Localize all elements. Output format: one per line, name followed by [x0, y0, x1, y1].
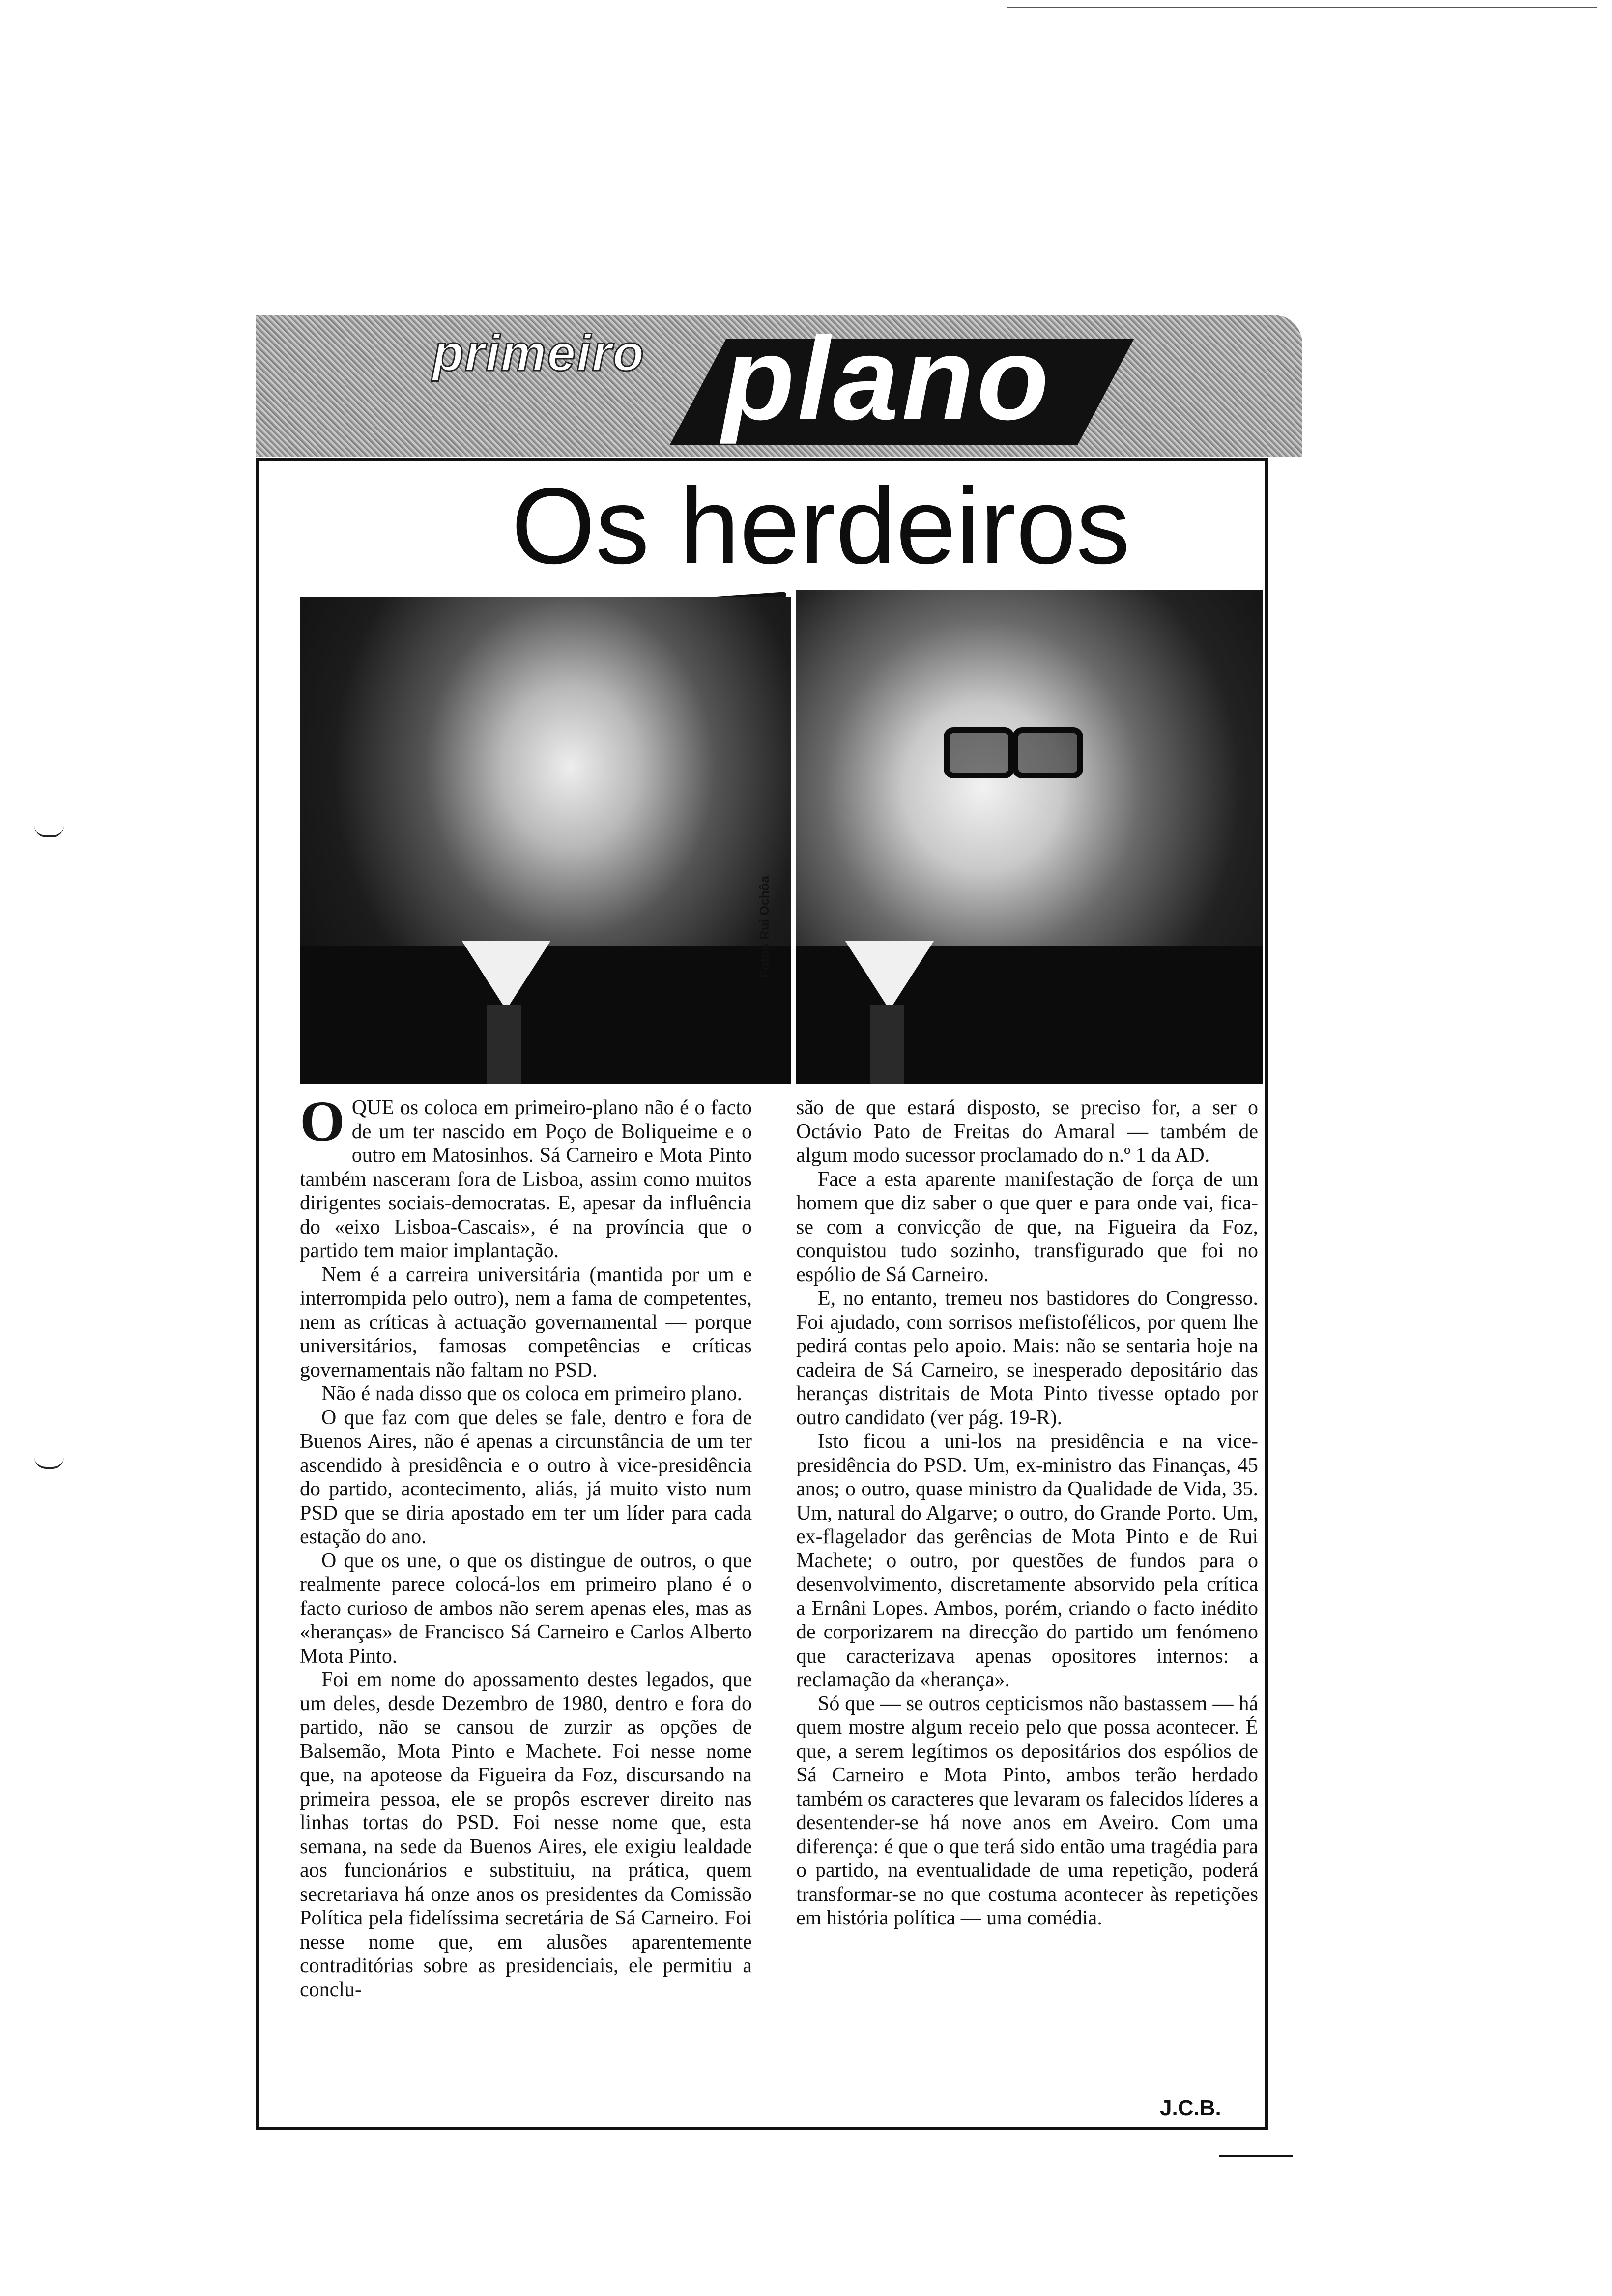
photo-shirt-collar [845, 941, 934, 1010]
article-column-right [796, 1096, 1258, 1930]
photo-tie [487, 1005, 521, 1084]
photo-credit: Fotos Rui Ochôa [757, 876, 772, 978]
article-headline: Os herdeiros [511, 465, 1130, 586]
portrait-photo-left [300, 597, 791, 1084]
portrait-photo-right [796, 590, 1263, 1084]
article-paragraph: Não é nada disso que os coloca em primeiro plano. [321, 1382, 743, 1405]
photo-tie [870, 1005, 904, 1084]
article-paragraph: Nem é a carreira universitária (mantida por um e interrompida pelo outro), nem a fama de competentes, nem as críticas à actuação governamental — porque universitários, famosas competências e críticas governamentais não faltam no PSD. [300, 1263, 752, 1381]
photo-glasses [1012, 727, 1083, 778]
article-paragraph: E, no entanto, tremeu nos bastidores do Congresso. Foi ajudado, com sorrisos mefistofélicos, por quem lhe pedirá contas pelo apoio. Mais: não se sentaria hoje na cadeira de Sá Carneiro, se inesperado depositário das heranças distritais de Mota Pinto tivesse optado por outro candidato (ver pág. 19-R). [796, 1287, 1258, 1429]
article-paragraph-continued: são de que estará disposto, se preciso for, a ser o Octávio Pato de Freitas do Amaral — também de algum modo sucessor proclamado do n.º 1 da AD. [796, 1096, 1258, 1167]
end-rule [1219, 2155, 1293, 2157]
article-paragraph: OQUE os coloca em primeiro-plano não é o facto de um ter nascido em Poço de Boliqueime e o outro em Matosinhos. Sá Carneiro e Mota Pinto também nasceram fora de Lisboa, assim como muitos dirigentes sociais-democratas. E, apesar da influência do «eixo Lisboa-Cascais», é na província que o partido tem maior implantação. [300, 1089, 752, 1262]
drop-cap: O [300, 1089, 345, 1153]
photo-shirt-collar [462, 941, 550, 1010]
section-banner-word-plano: plano [722, 313, 1052, 444]
author-signature: J.C.B. [1160, 2096, 1221, 2120]
article-paragraph: O que faz com que deles se fale, dentro e fora de Buenos Aires, não é apenas a circunstância de um ter ascendido à presidência e o outro à vice-presidência do partido, acontecimento, aliás, já muito visto num PSD que se diria apostado em ter um líder para cada estação do ano. [300, 1406, 752, 1548]
article-paragraph: O que os une, o que os distingue de outros, o que realmente parece colocá-los em primeiro plano é o facto curioso de ambos não serem apenas eles, mas as «heranças» de Francisco Sá Carneiro e Carlos Alberto Mota Pinto. [300, 1549, 752, 1667]
article-paragraph: Só que — se outros cepticismos não bastassem — há quem mostre algum receio pelo que possa acontecer. É que, a serem legítimos os depositários dos espólios de Sá Carneiro e Mota Pinto, ambos terão herdado também os caracteres que levaram os falecidos líderes a desentender-se há nove anos em Aveiro. Com uma diferença: é que o que terá sido então uma tragédia para o partido, na eventualidade de uma repetição, poderá transformar-se no que costuma acontecer às repetições em história política — uma comédia. [796, 1692, 1258, 1929]
article-paragraph: Isto ficou a uni-los na presidência e na vice-presidência do PSD. Um, ex-ministro das Finanças, 45 anos; o outro, quase ministro da Qualidade de Vida, 35. Um, natural do Algarve; o outro, do Grande Porto. Um, ex-flagelador das gerências de Mota Pinto e de Rui Machete; o outro, por questões de fundos para o desenvolvimento, discretamente absorvido pela crítica a Ernâni Lopes. Ambos, porém, criando o facto inédito de corporizarem na direcção do partido um fenómeno que caracterizava apenas opositores internos: a reclamação da «herança». [796, 1430, 1258, 1691]
scan-hole-mark [34, 1457, 64, 1469]
scan-top-rule [1008, 7, 1597, 8]
scan-hole-mark [34, 826, 64, 837]
article-paragraph: Face a esta aparente manifestação de força de um homem que diz saber o que quer e para onde vai, fica-se com a convicção de que, na Figueira da Foz, conquistou tudo sozinho, transfigurado que foi no espólio de Sá Carneiro. [796, 1168, 1258, 1286]
section-banner-word-primeiro: primeiro [432, 325, 645, 382]
article-column-left [300, 1089, 752, 2002]
article-paragraph: Foi em nome do apossamento destes legados, que um deles, desde Dezembro de 1980, dentro e fora do partido, não se cansou de zurzir as opções de Balsemão, Mota Pinto e Machete. Foi nesse nome que, na apoteose da Figueira da Foz, discursando na primeira pessoa, ele se propôs escrever direito nas linhas tortas do PSD. Foi nesse nome que, esta semana, na sede da Buenos Aires, ele exigiu lealdade aos funcionários e substituiu, na prática, quem secretariava há onze anos os presidentes da Comissão Política pela fidelíssima secretária de Sá Carneiro. Foi nesse nome que, em alusões aparentemente contraditórias sobre as presidenciais, ele permitiu a conclu- [300, 1668, 752, 2001]
photo-glasses [944, 727, 1014, 778]
